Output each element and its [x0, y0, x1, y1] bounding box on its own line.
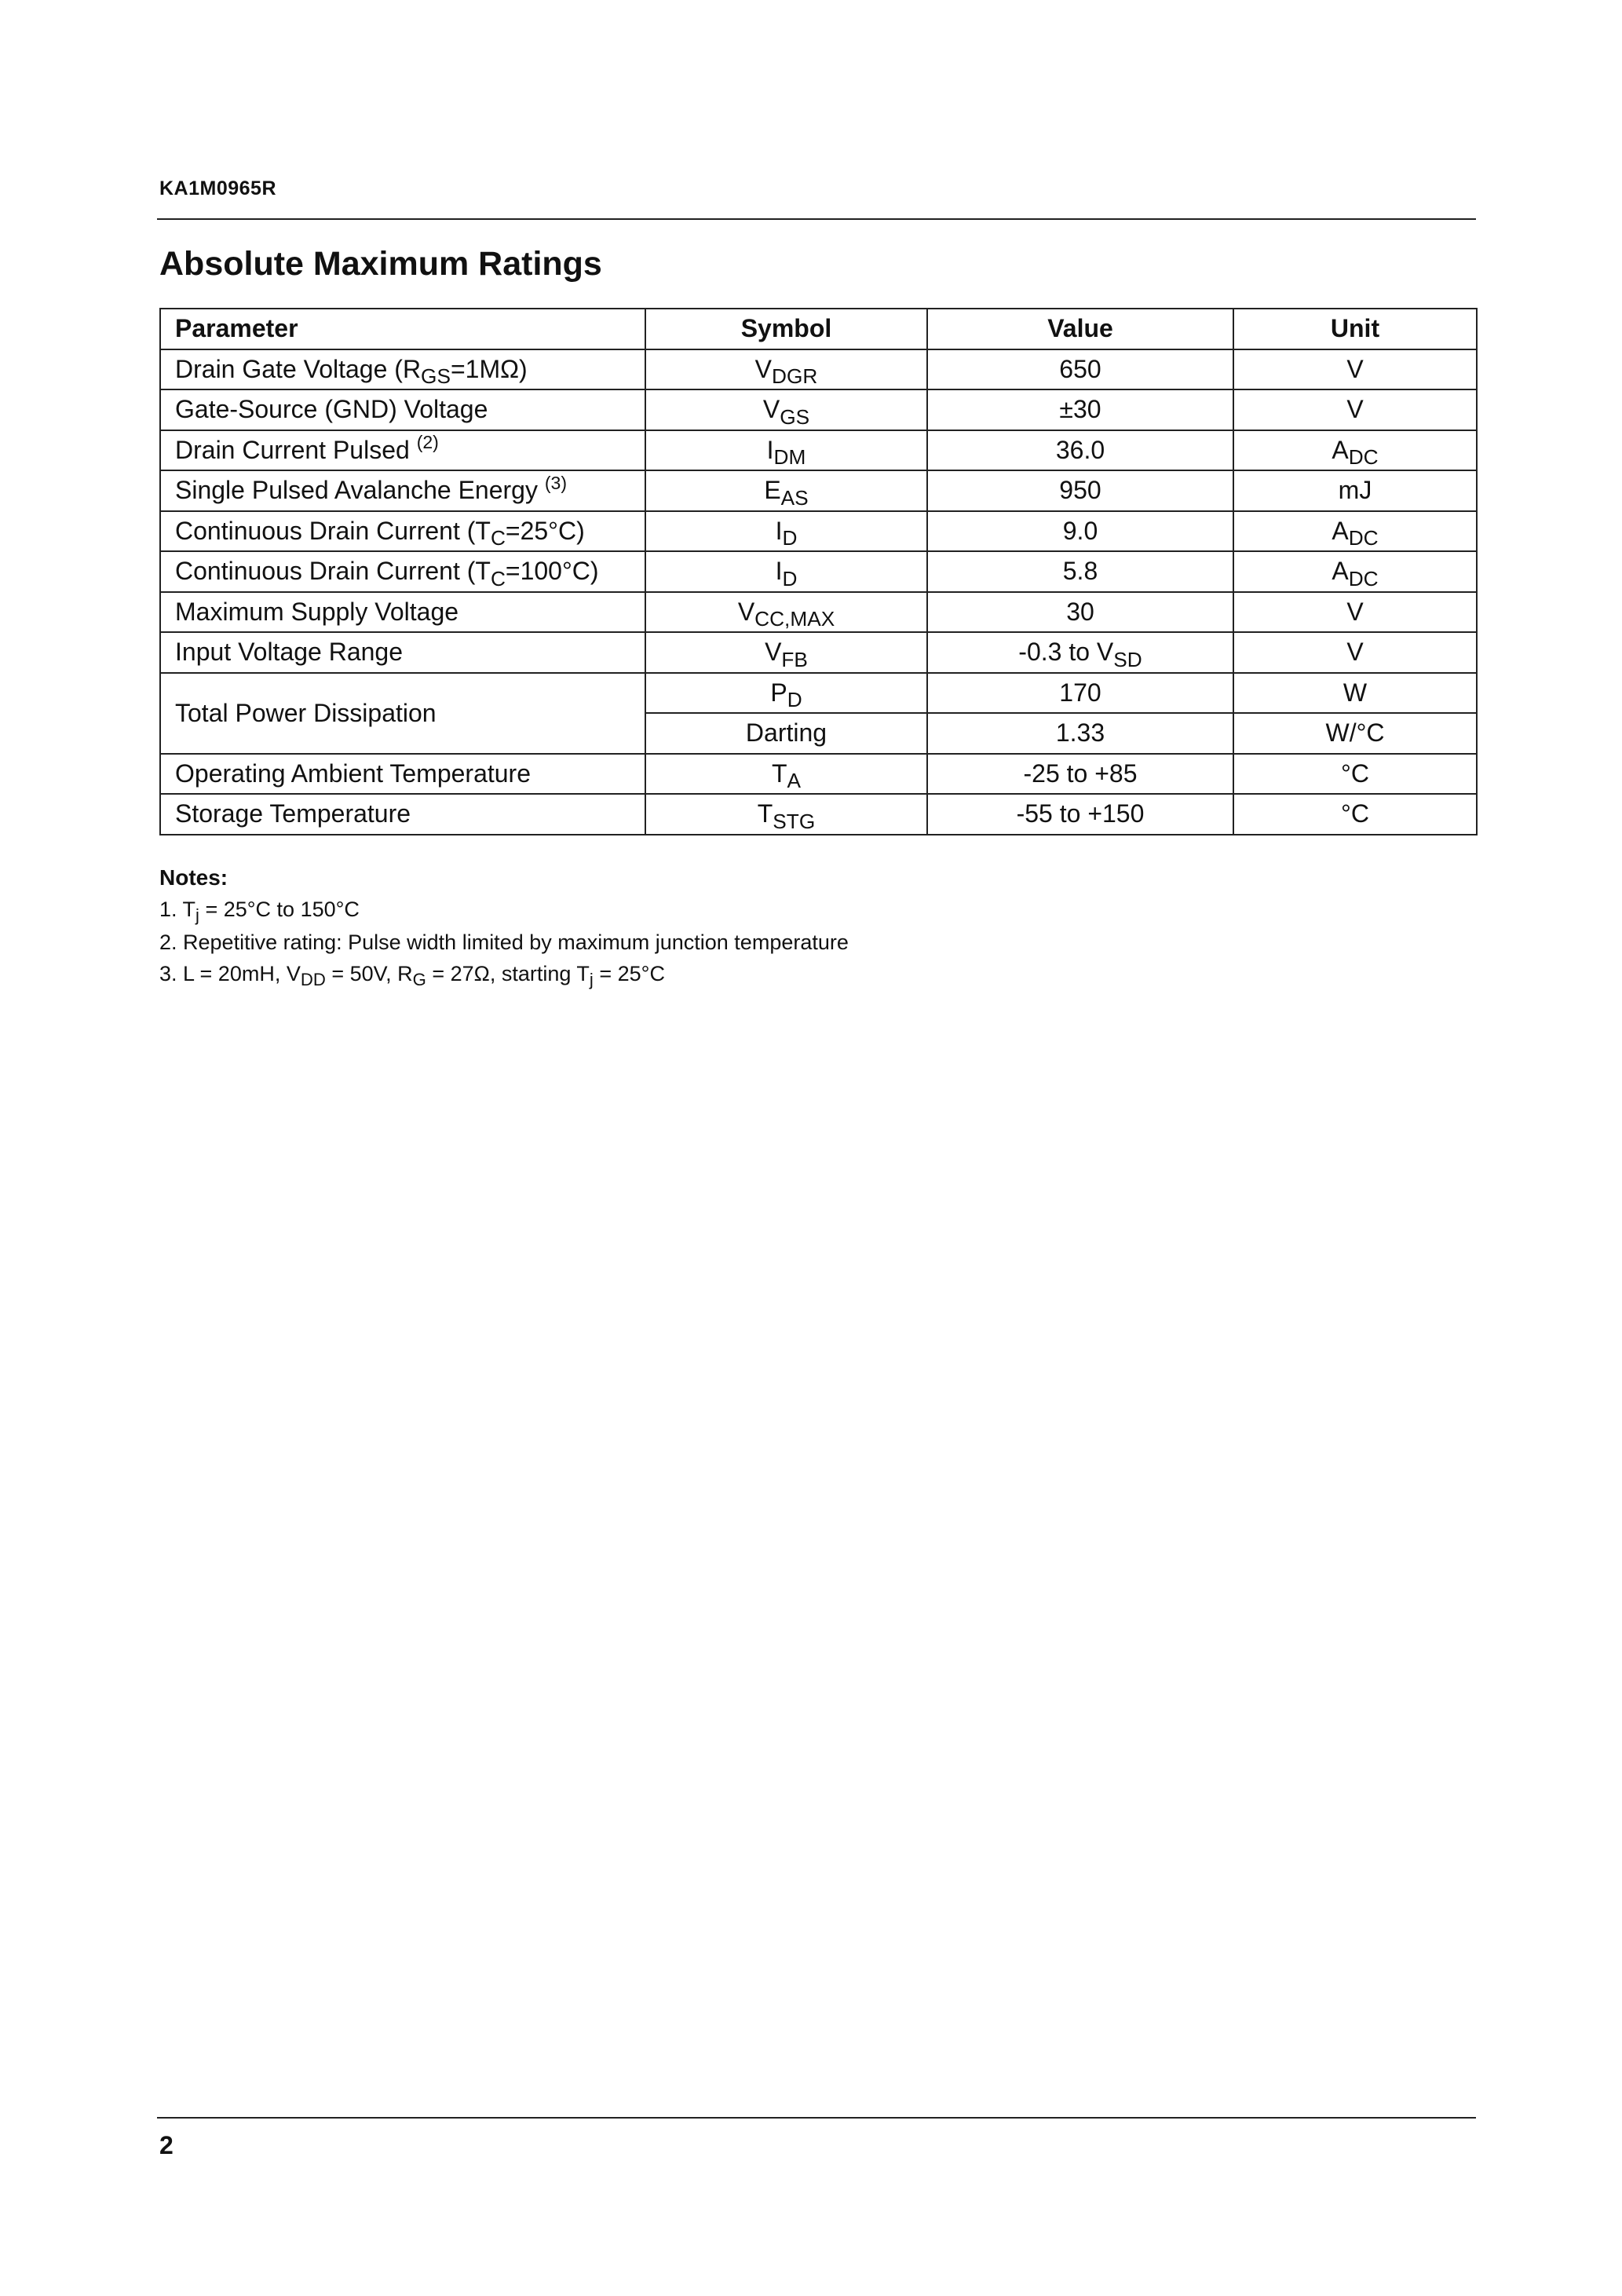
symbol-cell: $T_A$ — [645, 754, 927, 795]
unit-cell: mJ — [1233, 470, 1477, 511]
unit-cell: W — [1233, 673, 1477, 714]
parameter-cell: Input Voltage Range — [160, 632, 645, 673]
symbol-cell: $V_{GS}$ — [645, 389, 927, 430]
table-row — [160, 349, 1477, 390]
table-row — [160, 511, 1477, 552]
parameter-cell: Single Pulsed Avalanche Energy $^{(3)}$ — [160, 470, 645, 511]
symbol-cell: $T_{STG}$ — [645, 794, 927, 835]
unit-cell: °C — [1233, 794, 1477, 835]
symbol-cell: $I_{DM}$ — [645, 430, 927, 471]
parameter-cell: Drain Gate Voltage $(R_{GS}=1M\Omega)$ — [160, 349, 645, 390]
header-unit: Unit — [1233, 309, 1477, 349]
note-item: 1. $T_j = 25^\circ C$ to 150°C — [159, 898, 360, 926]
value-cell: -55 to +150 — [927, 794, 1233, 835]
value-cell: 9.0 — [927, 511, 1233, 552]
page-number: 2 — [159, 2131, 174, 2159]
parameter-cell: Continuous Drain Current $(T_C=25^\circ C)$ — [160, 511, 645, 552]
table-row — [160, 754, 1477, 795]
parameter-cell: Total Power Dissipation — [160, 673, 645, 754]
notes-section — [159, 862, 849, 991]
ratings-table — [159, 308, 1478, 835]
value-cell: 1.33 — [927, 713, 1233, 754]
note-item: 3. L = 20mH, $V_{DD} = 50V$, $R_G = 27\Omega$, starting $T_j = 25^\circ C$ — [159, 962, 665, 990]
note-item: 2. Repetitive rating: Pulse width limited by maximum junction temperature — [159, 930, 849, 954]
table-row — [160, 430, 1477, 471]
parameter-cell: Gate-Source (GND) Voltage — [160, 389, 645, 430]
value-cell: 36.0 — [927, 430, 1233, 471]
header-symbol: Symbol — [645, 309, 927, 349]
table-row — [160, 592, 1477, 633]
unit-cell: $A_{DC}$ — [1233, 551, 1477, 592]
parameter-cell: Maximum Supply Voltage — [160, 592, 645, 633]
symbol-cell: $V_{CC,MAX}$ — [645, 592, 927, 633]
table-row — [160, 389, 1477, 430]
table-row — [160, 470, 1477, 511]
parameter-cell: Drain Current Pulsed $^{(2)}$ — [160, 430, 645, 471]
value-cell: -0.3 to $V_{SD}$ — [927, 632, 1233, 673]
table-row — [160, 794, 1477, 835]
table-row — [160, 551, 1477, 592]
unit-cell: V — [1233, 389, 1477, 430]
symbol-cell: $V_{FB}$ — [645, 632, 927, 673]
value-cell: 5.8 — [927, 551, 1233, 592]
table-row — [160, 673, 1477, 714]
parameter-cell: Continuous Drain Current $(T_C=100^\circ C)$ — [160, 551, 645, 592]
value-cell: ±30 — [927, 389, 1233, 430]
section-title: Absolute Maximum Ratings — [159, 245, 602, 283]
symbol-cell: Darting — [645, 713, 927, 754]
header-divider — [157, 218, 1476, 220]
symbol-cell: $P_D$ — [645, 673, 927, 714]
unit-cell: V — [1233, 592, 1477, 633]
symbol-cell: $E_{AS}$ — [645, 470, 927, 511]
footer-divider — [157, 2117, 1476, 2119]
value-cell: 950 — [927, 470, 1233, 511]
value-cell: 170 — [927, 673, 1233, 714]
symbol-cell: $I_D$ — [645, 551, 927, 592]
value-cell: 650 — [927, 349, 1233, 390]
document-part-number: KA1M0965R — [159, 177, 277, 199]
symbol-cell: $I_D$ — [645, 511, 927, 552]
unit-cell: W/°C — [1233, 713, 1477, 754]
notes-title: Notes: — [159, 865, 228, 890]
header-value: Value — [927, 309, 1233, 349]
parameter-cell: Operating Ambient Temperature — [160, 754, 645, 795]
table-header-row — [160, 309, 1477, 349]
unit-cell: V — [1233, 349, 1477, 390]
unit-cell: $A_{DC}$ — [1233, 430, 1477, 471]
unit-cell: °C — [1233, 754, 1477, 795]
value-cell: -25 to +85 — [927, 754, 1233, 795]
symbol-cell: $V_{DGR}$ — [645, 349, 927, 390]
header-parameter: Parameter — [160, 309, 645, 349]
unit-cell: V — [1233, 632, 1477, 673]
unit-cell: $A_{DC}$ — [1233, 511, 1477, 552]
parameter-cell: Storage Temperature — [160, 794, 645, 835]
table-row — [160, 632, 1477, 673]
value-cell: 30 — [927, 592, 1233, 633]
